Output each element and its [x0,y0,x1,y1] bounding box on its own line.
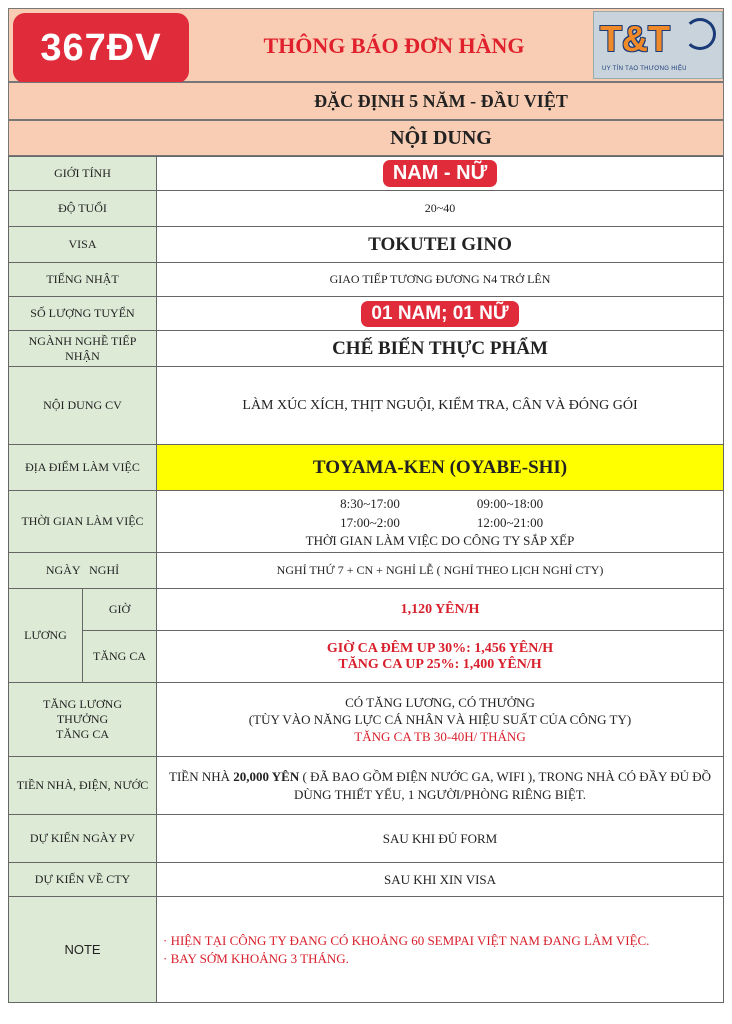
housing-value [157,757,724,815]
overtime-average: TĂNG CA TB 30-40H/ THÁNG [354,729,526,744]
night-shift-rate: GIỜ CA ĐÊM UP 30%: 1,456 YÊN/H [326,640,554,656]
bonus-label-line: THƯỞNG [56,712,109,726]
logo-text: T&T [600,18,670,59]
table-row [9,757,724,815]
brand-logo [593,11,723,79]
location-label: ĐỊA ĐIỂM LÀM VIỆC [9,445,157,491]
overtime-value-cell [157,631,724,683]
details-table [8,156,724,1003]
quantity-value-cell [157,297,724,331]
housing-prefix: TIỀN NHÀ [169,768,234,784]
bonus-value-cell [157,683,724,757]
header [8,8,724,82]
logo-tagline: UY TÍN TẠO THƯƠNG HIỆU [602,66,687,72]
bonus-label-line: TĂNG CA [56,727,109,741]
table-row [9,191,724,227]
hours-value-cell [157,491,724,553]
quantity-label: SỐ LƯỢNG TUYỂN [9,297,157,331]
table-row [9,863,724,897]
salary-label: LƯƠNG [9,589,83,683]
table-row [9,367,724,445]
logo-swoosh-icon [684,18,716,50]
shift-time: 17:00~2:00 [340,514,400,530]
table-row [9,897,724,1003]
holidays-value: NGHỈ THỨ 7 + CN + NGHỈ LỄ ( NGHỈ THEO LỊCH NGHỈ CTY) [157,553,724,589]
section-title: NỘI DUNG [390,126,492,149]
departure-value: SAU KHI XIN VISA [157,863,724,897]
gender-label: GIỚI TÍNH [9,157,157,191]
order-code-badge: 367ĐV [13,13,189,83]
salary-hour-value: 1,120 YÊN/H [157,589,724,631]
salary-hour-label: GIỜ [83,589,157,631]
note-value-cell [157,897,724,1003]
age-label: ĐỘ TUỔI [9,191,157,227]
interview-value: SAU KHI ĐỦ FORM [157,815,724,863]
bonus-line: (TÙY VÀO NĂNG LỰC CÁ NHÂN VÀ HIỆU SUẤT CỦA CÔNG TY) [248,712,632,727]
table-row [9,227,724,263]
shift-times [163,494,717,532]
note-item: · HIỆN TẠI CÔNG TY ĐANG CÓ KHOẢNG 60 SEMPAI VIỆT NAM ĐANG LÀM VIỆC. [163,932,650,948]
industry-value: CHẾ BIẾN THỰC PHẨM [157,331,724,367]
quantity-value: 01 NAM; 01 NỮ [361,301,518,327]
holidays-label: NGÀY NGHỈ [9,553,157,589]
hours-label: THỜI GIAN LÀM VIỆC [9,491,157,553]
table-row [9,297,724,331]
shift-time: 8:30~17:00 [340,495,400,511]
table-row [9,631,724,683]
visa-label: VISA [9,227,157,263]
table-row [9,553,724,589]
shift-time: 09:00~18:00 [476,495,544,511]
hours-note: THỜI GIAN LÀM VIỆC DO CÔNG TY SẮP XẾP [305,532,575,548]
housing-amount: 20,000 YÊN [233,768,300,784]
note-label: NOTE [9,897,157,1003]
shift-time: 12:00~21:00 [476,514,544,530]
table-row [9,263,724,297]
gender-value: NAM - NỮ [383,160,497,187]
interview-label: DỰ KIẾN NGÀY PV [9,815,157,863]
table-row [9,331,724,367]
job-label: NỘI DUNG CV [9,367,157,445]
subtitle: ĐẶC ĐỊNH 5 NĂM - ĐẦU VIỆT [314,90,568,111]
job-value: LÀM XÚC XÍCH, THỊT NGUỘI, KIỂM TRA, CÂN VÀ ĐÓNG GÓI [157,367,724,445]
bonus-label-line: TĂNG LƯƠNG [43,697,122,711]
table-row [9,491,724,553]
housing-details: ( ĐÃ BAO GỒM ĐIỆN NƯỚC GA, WIFI ), TRONG NHÀ CÓ ĐẦY ĐỦ ĐỒ DÙNG THIẾT YẾU, 1 NGƯỜI/PHÒNG RIÊNG BIỆT. [294,768,711,802]
table-row [9,683,724,757]
age-value: 20~40 [157,191,724,227]
location-value: TOYAMA-KEN (OYABE-SHI) [157,445,724,491]
page-title: THÔNG BÁO ĐƠN HÀNG [263,33,525,58]
table-row [9,445,724,491]
departure-label: DỰ KIẾN VỀ CTY [9,863,157,897]
japanese-value: GIAO TIẾP TƯƠNG ĐƯƠNG N4 TRỞ LÊN [157,263,724,297]
visa-value: TOKUTEI GINO [157,227,724,263]
note-list [163,932,717,968]
subtitle-band [8,82,724,120]
table-row [9,815,724,863]
industry-label: NGÀNH NGHỀ TIẾP NHẬN [9,331,157,367]
overtime-rate: TĂNG CA UP 25%: 1,400 YÊN/H [338,656,542,672]
order-notice-sheet [8,8,724,1010]
gender-value-cell [157,157,724,191]
table-row [9,589,724,631]
bonus-line: CÓ TĂNG LƯƠNG, CÓ THƯỞNG [345,695,535,710]
note-item: · BAY SỚM KHOẢNG 3 THÁNG. [163,950,349,966]
table-row [9,157,724,191]
overtime-label: TĂNG CA [83,631,157,683]
section-band [8,120,724,156]
housing-label: TIỀN NHÀ, ĐIỆN, NƯỚC [9,757,157,815]
japanese-label: TIẾNG NHẬT [9,263,157,297]
bonus-label [9,683,157,757]
